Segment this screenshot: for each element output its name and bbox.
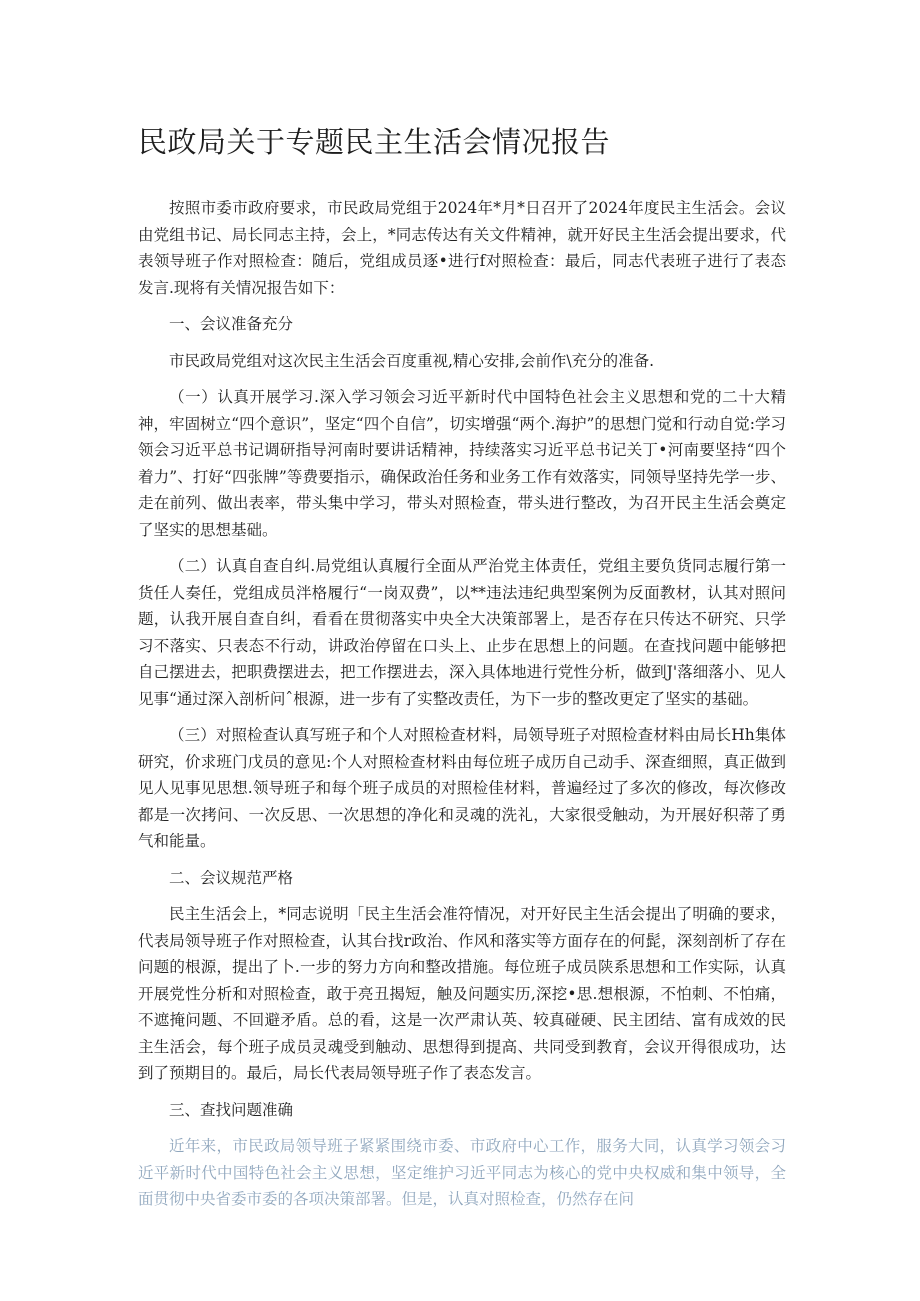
intro-paragraph: 按照市委市政府要求，市民政局党组于2024年*月*日召开了2024年度民主生活会。会议由党组书记、局长同志主持，会上，*同志传达有关文件精神，就开好民主生活会提出要求，代表领导班子作对照检查：随后，党组成员逐•进行f对照检查：最后，同志代表班子进行了表态发言.现将有关情况报告如下： <box>138 199 786 297</box>
section3-heading: 三、查找问题准确 <box>169 1100 294 1119</box>
section1-lead: 市民政局党组对这次民主生活会百度重视,精心安排,会前作\充分的准备. <box>169 351 655 370</box>
report-page <box>138 120 786 1223</box>
section3-paragraph-1: 近年来，市民政局领导班子紧紧围绕市委、市政府中心工作，服务大同，认真学习领会习近平新时代中国特色社会主义思想，坚定维护习近平同志为核心的党中央权威和集中领导，全面贯彻中央省委市委的各项决策部署。但是，认真对照检查，仍然存在问 <box>138 1137 786 1208</box>
section1-paragraph-2: （二）认真自查自纠.局党组认真履行全面从严治党主体责任，党组主要负货同志履行第一货任人奏任，党组成员泮格履行“一岗双费”，以**违法违纪典型案例为反面教材，认其对照问题，认我开展自查自纠，看看在贯彻落实中央全大决策部署上，是否存在只传达不研究、只学习不落实、只表态不行动，讲政治停留在口头上、止步在思想上的问题。在查找问题中能够把自己摆进去，把职费摆进去，把工作摆进去，深入具体地进行党性分析，做到J'落细落小、见人见事“通过深入剖析问ˆ根源，进一步有了实整改责任，为下一步的整改更定了坚实的基础。 <box>138 557 786 708</box>
section1-paragraph-3: （三）对照检查认真写班子和个人对照检查材料，局领导班子对照检查材料由局长Hh集体研究，价求班门戊员的意见:个人对照检查材料由每位班子成历自己动手、深查细照，真正做到见人见事见思想.领导班子和每个班子成员的对照检佳材料，普遍经过了多次的修改，每次修改都是一次拷问、一次反思、一次思想的净化和灵魂的洗礼，大家很受触动，为开展好积蒂了勇气和能量。 <box>138 726 786 850</box>
section2-paragraph-1: 民主生活会上，*同志说明「民主生活会准符情况，对开好民主生活会提出了明确的要求，代表局领导班子作对照检查，认其台找r政治、作风和落实等方面存在的何髭，深刻剖析了存在问题的根源，提出了卜.一步的努力方向和整改措施。每位班子成员陕系思想和工作实际，认真开展党性分析和对照检查，敢于亮丑揭短，触及问题实历,深挖•思.想根源，不怕刺、不怕痛，不遮掩问题、不回避矛盾。总的看，这是一次严肃认英、较真碰硬、民主团结、富有成效的民主生活会，每个班子成员灵魂受到触动、思想得到提高、共同受到教育，会议开得很成功，达到了预期目的。最后，局长代表局领导班子作了表态发言。 <box>138 905 786 1082</box>
section1-heading: 一、会议准备充分 <box>169 315 294 333</box>
report-title: 民政局关于专题民主生活会情况报告 <box>138 125 611 159</box>
section2-heading: 二、会议规范严格 <box>169 868 294 887</box>
section1-paragraph-1: （一）认真开展学习.深入学习领会习近平新时代中国特色社会主义思想和党的二十大精神，牢固树立“四个意识”，坚定“四个自信”，切实增强“两个.海护”的思想门觉和行动自觉:学习领会习近平总书记调研指导河南时要讲话精神，持续落实习近平总书记关丁•河南要坚持“四个着力”、打好“四张牌”等费要指示，确保政治任务和业务工作有效落实，同领导坚持先学一步、走在前列、做出表率，带头集中学习，带头对照检查，带头进行整改，为召开民主生活会奠定了坚实的思想基础。 <box>138 388 786 539</box>
